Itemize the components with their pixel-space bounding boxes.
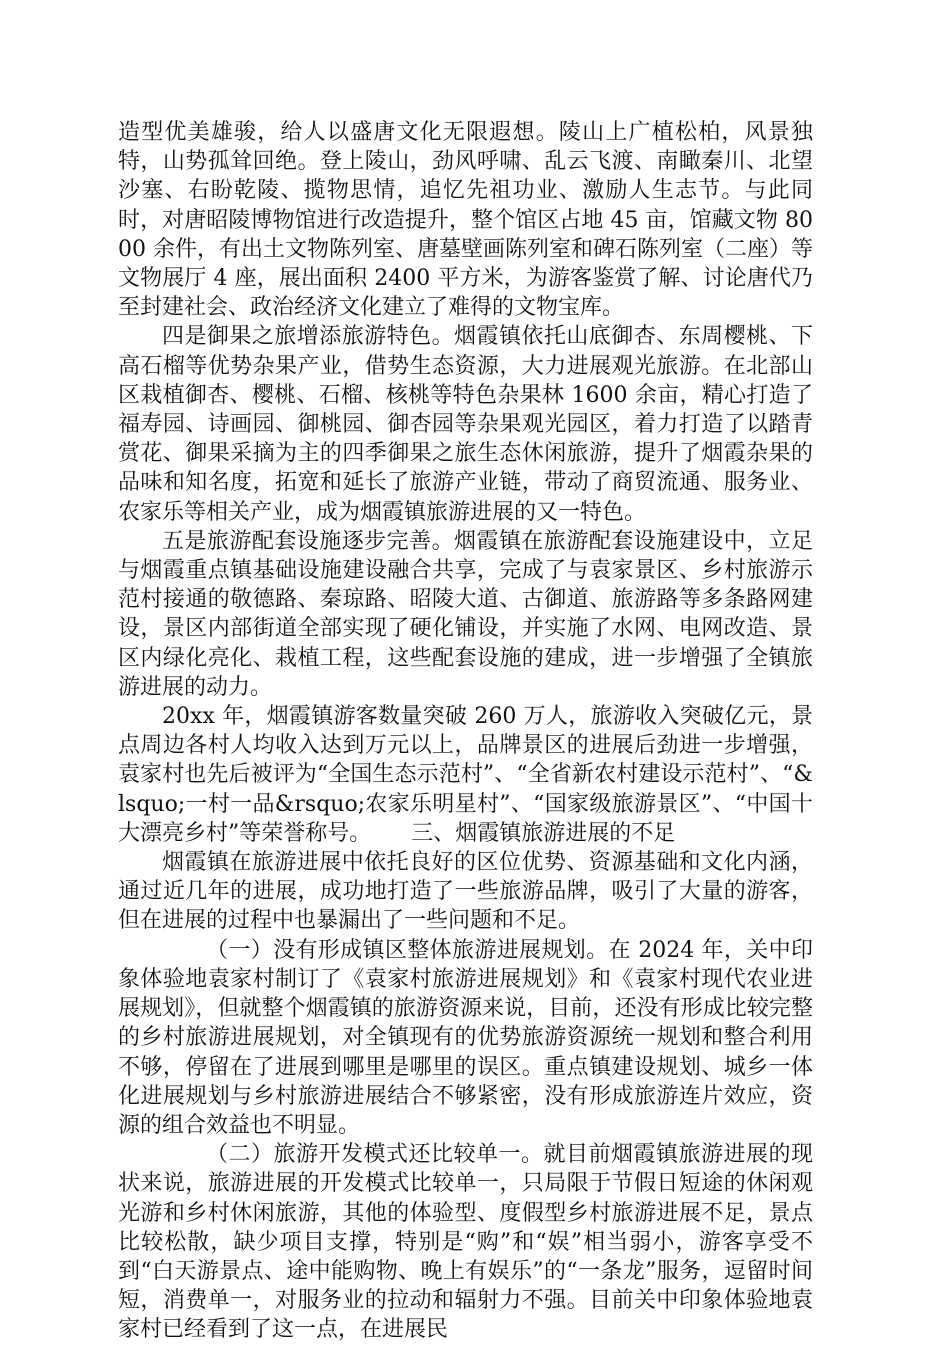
paragraph-shortcomings-intro: 烟霞镇在旅游进展中依托良好的区位优势、资源基础和文化内涵，通过近几年的进展，成功地打造了一些旅游品牌，吸引了大量的游客，但在进展的过程中也暴漏出了一些问题和不足。 — [118, 850, 813, 934]
document-page — [118, 118, 813, 1345]
paragraph-visitor-stats: 20xx 年，烟霞镇游客数量突破 260 万人，旅游收入突破亿元，景点周边各村人均收入达到万元以上，品牌景区的进展后劲进一步增强，袁家村也先后被评为“全国生态示范村”、“全省新农村建设示范村”、“&lsquo;一村一品&rsquo;农家乐明星村”、“国家级旅游景区”、“中国十大漂亮乡村”等荣誉称号。 三、烟霞镇旅游进展的不足 — [118, 704, 813, 846]
paragraph-infrastructure: 五是旅游配套设施逐步完善。烟霞镇在旅游配套设施建设中，立足与烟霞重点镇基础设施建设融合共享，完成了与袁家景区、乡村旅游示范村接通的敬德路、秦琼路、昭陵大道、古御道、旅游路等多条路网建设，景区内部街道全部实现了硬化铺设，并实施了水网、电网改造、景区内绿化亮化、栽植工程，这些配套设施的建成，进一步增强了全镇旅游进展的动力。 — [118, 528, 813, 700]
paragraph-single-mode: （二）旅游开发模式还比较单一。就目前烟霞镇旅游进展的现状来说，旅游进展的开发模式比较单一，只局限于节假日短途的休闲观光游和乡村休闲旅游，其他的体验型、度假型乡村旅游进展不足，景点比较松散，缺少项目支撑，特别是“购”和“娱”相当弱小，游客享受不到“白天游景点、途中能购物、晚上有娱乐”的“一条龙”服务，逗留时间短，消费单一，对服务业的拉动和辐射力不强。目前关中印象体验地袁家村已经看到了这一点，在进展民 — [118, 1142, 813, 1343]
paragraph-no-overall-plan: （一）没有形成镇区整体旅游进展规划。在 2024 年，关中印象体验地袁家村制订了《袁家村旅游进展规划》和《袁家村现代农业进展规划》，但就整个烟霞镇的旅游资源来说，目前，还没有形成比较完整的乡村旅游进展规划，对全镇现有的优势旅游资源统一规划和整合利用不够，停留在了进展到哪里是哪里的误区。重点镇建设规划、城乡一体化进展规划与乡村旅游进展结合不够紧密，没有形成旅游连片效应，资源的组合效益也不明显。 — [118, 937, 813, 1138]
paragraph-fruit-tourism: 四是御果之旅增添旅游特色。烟霞镇依托山底御杏、东周樱桃、下高石榴等优势杂果产业，借势生态资源，大力进展观光旅游。在北部山区栽植御杏、樱桃、石榴、核桃等特色杂果林 1600 余亩，精心打造了福寿园、诗画园、御桃园、御杏园等杂果观光园区，着力打造了以踏青赏花、御果采摘为主的四季御果之旅生态休闲旅游，提升了烟霞杂果的品味和知名度，拓宽和延长了旅游产业链，带动了商贸流通、服务业、农家乐等相关产业，成为烟霞镇旅游进展的又一特色。 — [118, 324, 813, 525]
paragraph-tomb-museum: 造型优美雄骏，给人以盛唐文化无限遐想。陵山上广植松柏，风景独特，山势孤耸回绝。登上陵山，劲风呼啸、乱云飞渡、南瞰秦川、北望沙塞、右盼乾陵、揽物思情，追忆先祖功业、激励人生志节。与此同时，对唐昭陵博物馆进行改造提升，整个馆区占地 45 亩，馆藏文物 8000 余件，有出土文物陈列室、唐墓壁画陈列室和碑石陈列室（二座）等文物展厅 4 座，展出面积 2400 平方米，为游客鉴赏了解、讨论唐代乃至封建社会、政治经济文化建立了难得的文物宝库。 — [118, 120, 813, 321]
